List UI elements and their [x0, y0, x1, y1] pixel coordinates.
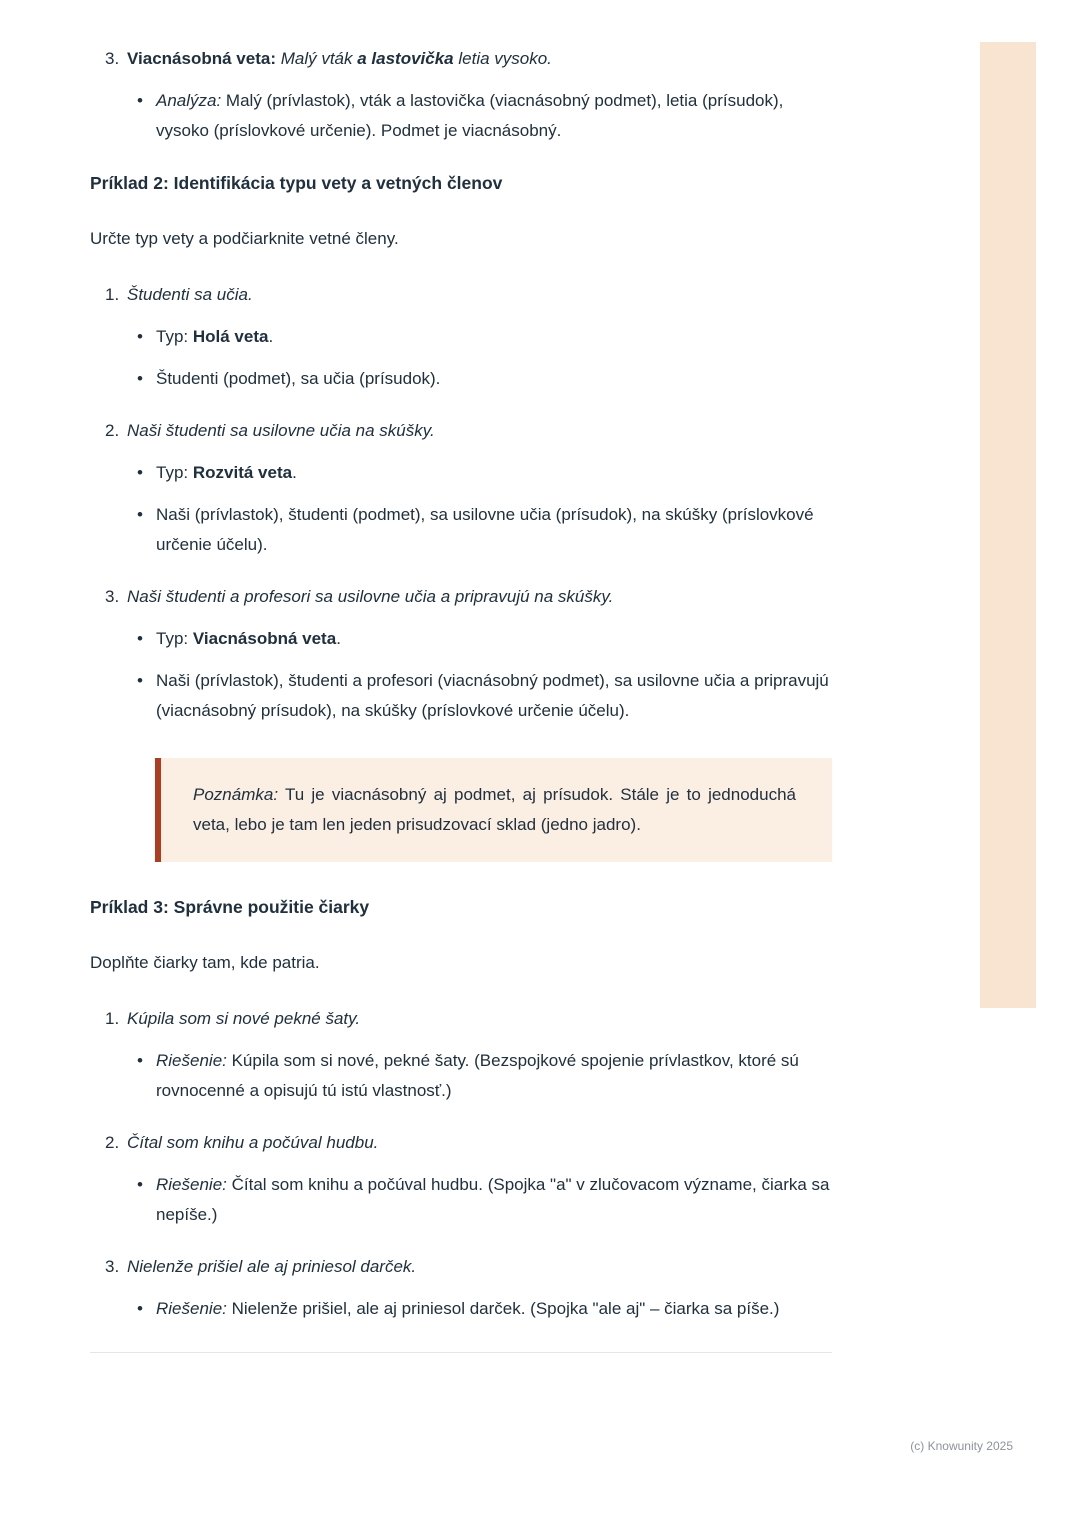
text-segment: Poznámka: [193, 785, 279, 804]
text-segment: . [292, 463, 297, 482]
sentence-text [127, 582, 832, 612]
bullet-item [90, 500, 832, 560]
text-segment: Viacnásobná veta: [127, 49, 281, 68]
bullet-item [90, 1294, 832, 1324]
numbered-item [90, 416, 832, 560]
bullet-item [90, 1170, 832, 1230]
text-segment: a lastovička [357, 49, 454, 68]
text-segment: Naši študenti a profesori sa usilovne učia a pripravujú na skúšky. [127, 587, 614, 606]
text-segment: Príklad 3: Správne použitie čiarky [90, 897, 370, 917]
paragraph [90, 224, 832, 254]
divider [90, 1352, 832, 1353]
bullet-item [90, 624, 832, 654]
text-segment: Čítal som knihu a počúval hudbu. (Spojka "a" v zlučovacom význame, čiarka sa nepíše.) [156, 1175, 830, 1224]
numbered-item [90, 280, 832, 394]
numbered-item-sentence [90, 44, 832, 74]
text-segment: Typ: [156, 629, 193, 648]
text-segment: Typ: [156, 463, 193, 482]
numbered-item-sentence [90, 280, 832, 310]
text-segment: Riešenie: [156, 1299, 227, 1318]
bullet-item [90, 86, 832, 146]
numbered-item-sentence [90, 582, 832, 612]
text-segment: Určte typ vety a podčiarknite vetné členy. [90, 229, 399, 248]
sentence-text [127, 1004, 832, 1034]
document-content [90, 44, 832, 1353]
text-segment: Viacnásobná veta [192, 629, 337, 648]
text-segment: Typ: [156, 327, 193, 346]
text-segment: Rozvitá veta [192, 463, 293, 482]
text-segment: Kúpila som si nové, pekné šaty. (Bezspojkové spojenie prívlastkov, ktoré sú rovnocenné a opisujú tú istú vlastnosť.) [156, 1051, 799, 1100]
numbered-item [90, 1252, 832, 1324]
bullet-item [90, 666, 832, 726]
sentence-text [127, 1128, 832, 1158]
list-number: 1. [105, 285, 120, 304]
text-segment: Naši študenti sa usilovne učia na skúšky. [127, 421, 435, 440]
text-segment: letia vysoko. [453, 49, 552, 68]
text-segment: Nielenže prišiel, ale aj priniesol darček. (Spojka "ale aj" – čiarka sa píše.) [226, 1299, 780, 1318]
section-heading [90, 168, 832, 198]
text-segment: Holá veta [192, 327, 269, 346]
text-segment: Tu je viacnásobný aj podmet, aj prísudok. Stále je to jednoduchá veta, lebo je tam len jeden prisudzovací sklad (jedno jadro). [193, 785, 796, 834]
text-segment: . [268, 327, 274, 346]
text-segment: . [336, 629, 341, 648]
text-segment: Študenti (podmet), sa učia (prísudok). [156, 369, 441, 388]
text-segment: Kúpila som si nové pekné šaty. [127, 1009, 361, 1028]
sentence-text [127, 416, 832, 446]
text-segment: Malý vták [280, 49, 358, 68]
numbered-item-sentence [90, 1252, 832, 1282]
text-segment: Nielenže prišiel ale aj priniesol darček. [127, 1257, 417, 1276]
section-heading [90, 892, 832, 922]
list-number: 2. [105, 421, 120, 440]
numbered-item-sentence [90, 416, 832, 446]
bullet-item [90, 458, 832, 488]
text-segment: Naši (prívlastok), študenti a profesori (viacnásobný podmet), sa usilovne učia a pripravujú (viacnásobný prísudok), na skúšky (príslovkové určenie účelu). [156, 671, 829, 720]
sentence-text [127, 280, 832, 310]
numbered-item [90, 44, 832, 146]
text-segment: Riešenie: [156, 1175, 227, 1194]
text-segment: Doplňte čiarky tam, kde patria. [90, 953, 320, 972]
list-number: 2. [105, 1133, 120, 1152]
sentence-text [127, 1252, 832, 1282]
numbered-item [90, 582, 832, 726]
list-number: 3. [105, 49, 120, 68]
bullet-item [90, 364, 832, 394]
bullet-item [90, 1046, 832, 1106]
note-box [155, 758, 832, 862]
text-segment: Študenti sa učia. [127, 285, 253, 304]
numbered-item [90, 1128, 832, 1230]
list-number: 3. [105, 1257, 120, 1276]
text-segment: Malý (prívlastok), vták a lastovička (viacnásobný podmet), letia (prísudok), vysoko (príslovkové určenie). Podmet je viacnásobný. [156, 91, 784, 140]
paragraph [90, 948, 832, 978]
sentence-text [127, 44, 832, 74]
bullet-item [90, 322, 832, 352]
text-segment: Príklad 2: Identifikácia typu vety a vetných členov [90, 173, 503, 193]
text-segment: Čítal som knihu a počúval hudbu. [127, 1133, 379, 1152]
list-number: 3. [105, 587, 120, 606]
copyright-footer: (c) Knowunity 2025 [910, 1439, 1013, 1453]
numbered-item-sentence [90, 1128, 832, 1158]
text-segment: Riešenie: [156, 1051, 227, 1070]
text-segment: Analýza: [156, 91, 222, 110]
numbered-item [90, 1004, 832, 1106]
side-accent-strip [980, 42, 1036, 1008]
text-segment: Naši (prívlastok), študenti (podmet), sa usilovne učia (prísudok), na skúšky (príslovkové určenie účelu). [156, 505, 814, 554]
numbered-item-sentence [90, 1004, 832, 1034]
list-number: 1. [105, 1009, 120, 1028]
